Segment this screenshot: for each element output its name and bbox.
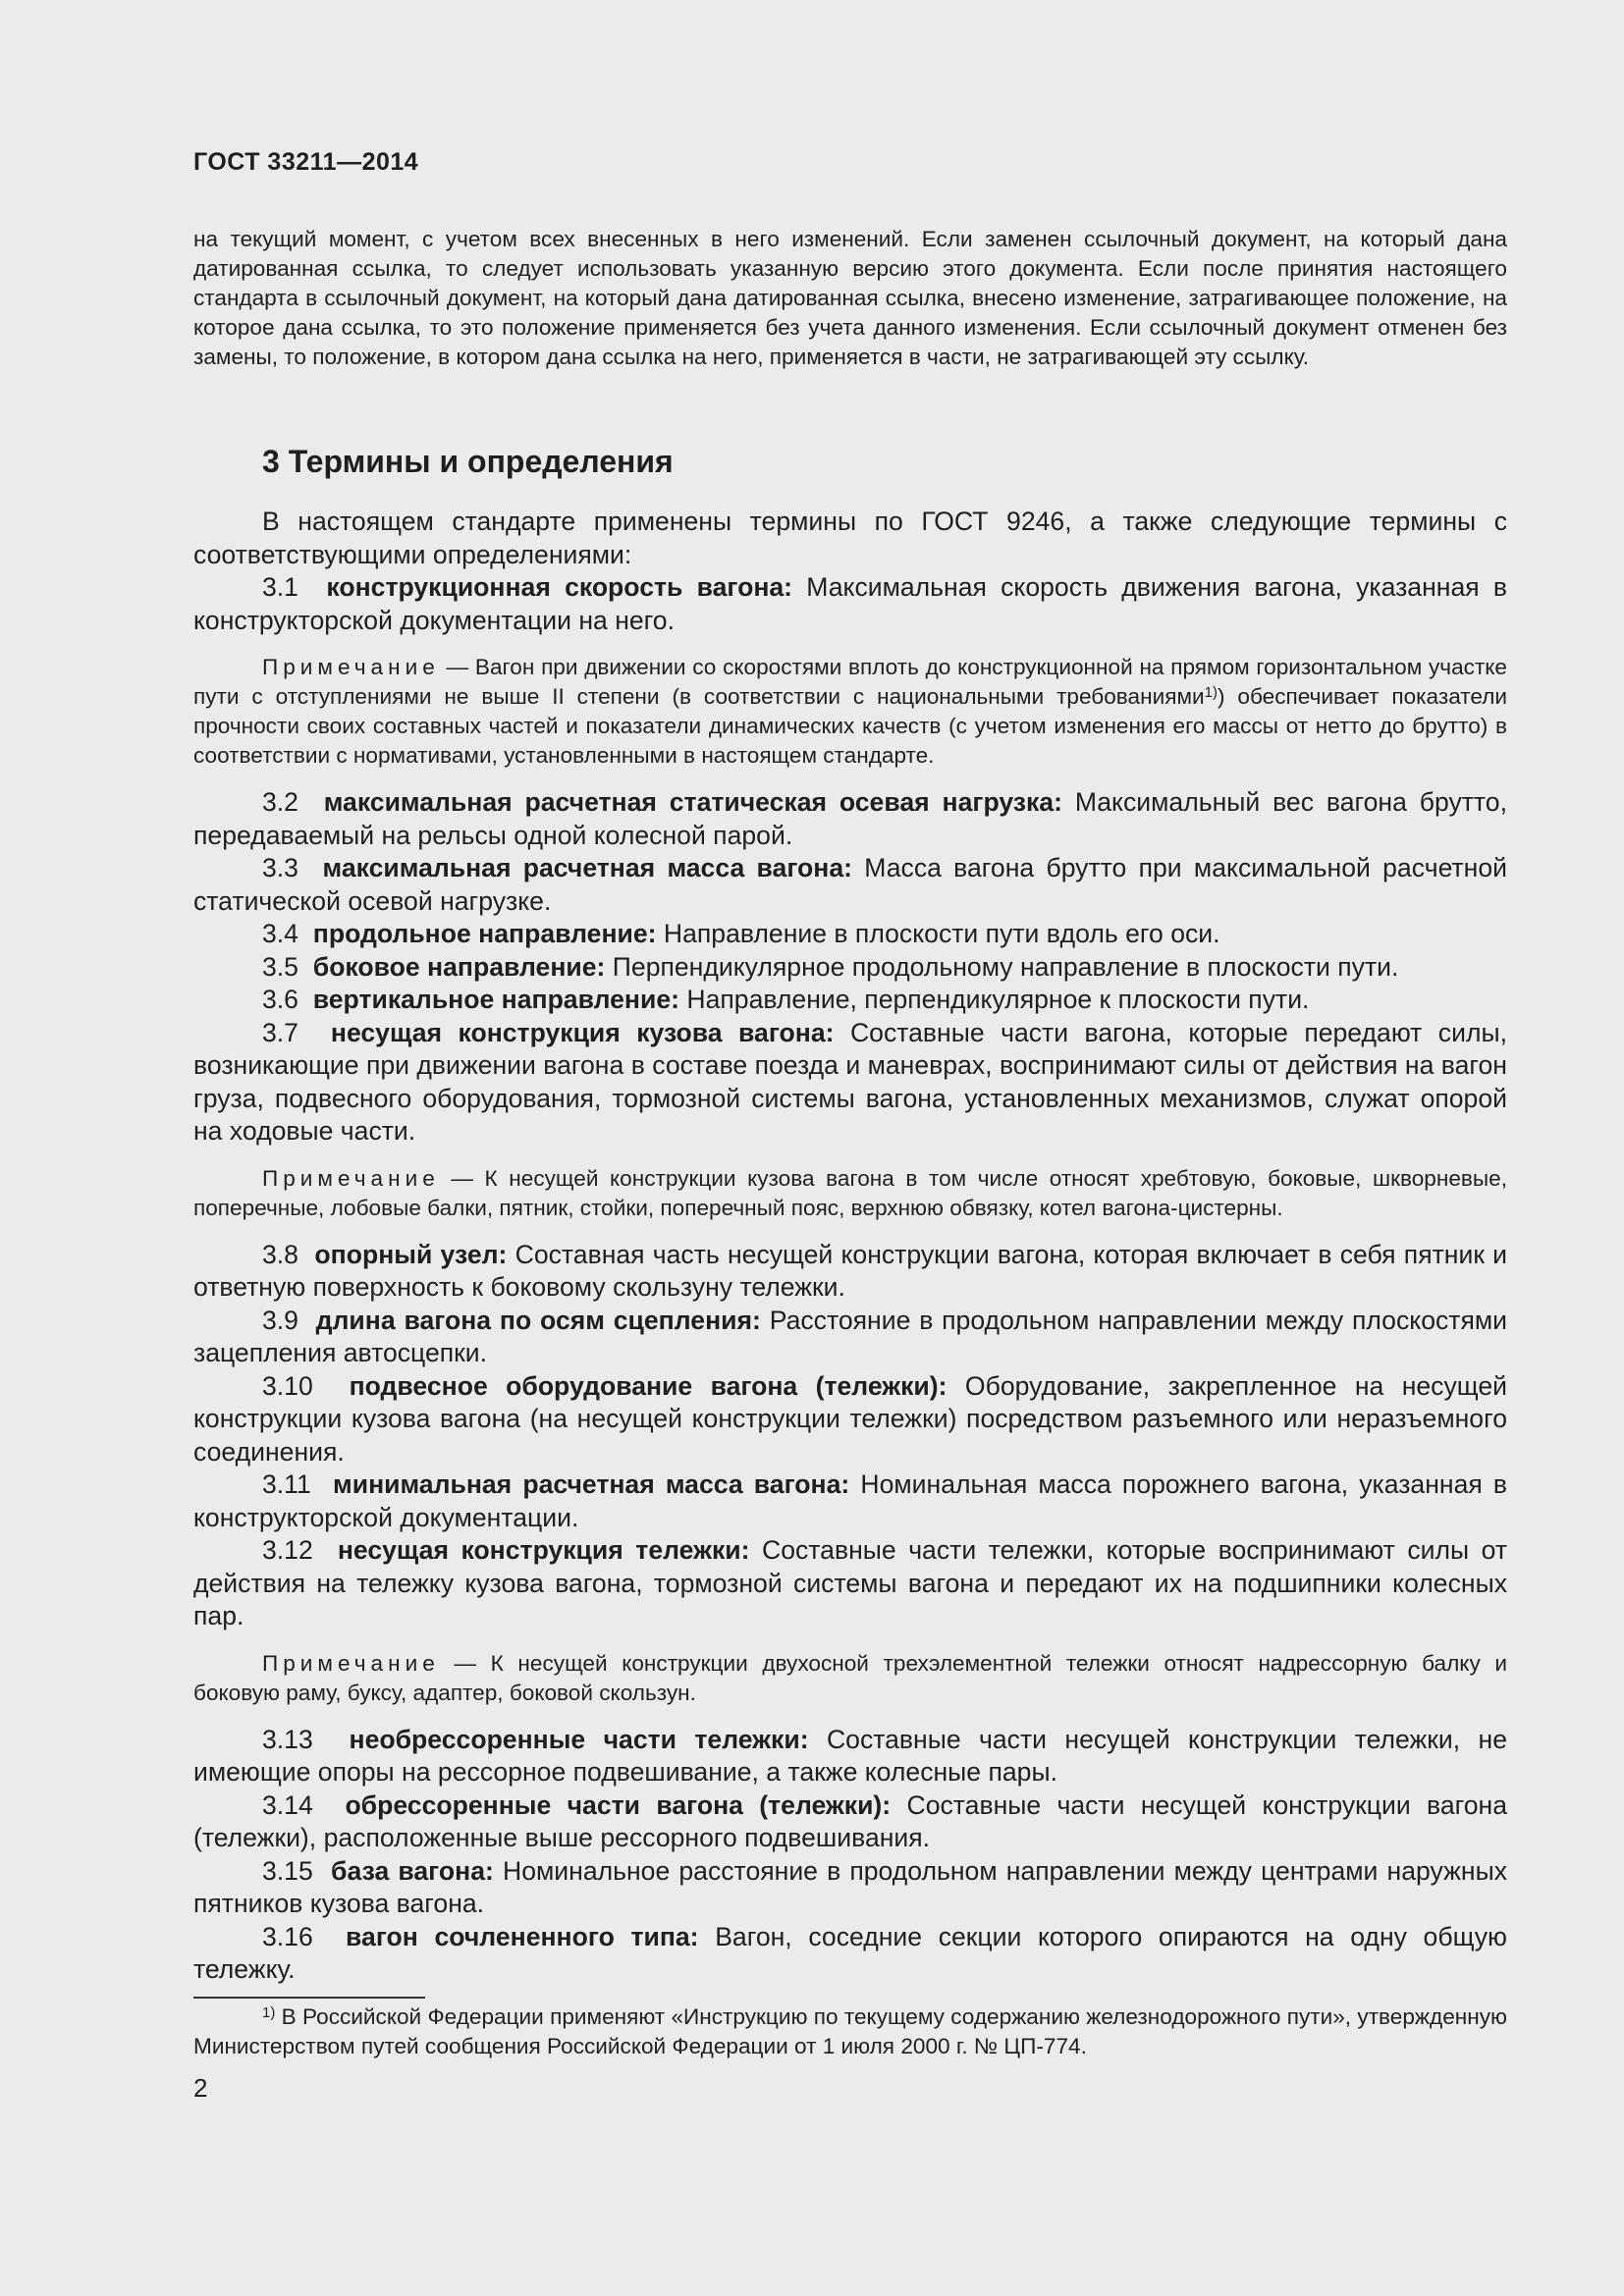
term-3-5 <box>193 951 1507 985</box>
note-label: Примечание <box>262 1165 440 1191</box>
term-definition: Максимальный вес вагона брутто, передаваемый на рельсы одной колесной парой. <box>193 787 1507 850</box>
term-name: максимальная расчетная статическая осевая нагрузка: <box>323 787 1062 817</box>
term-3-16 <box>193 1921 1507 1987</box>
term-number: 3.6 <box>262 985 298 1014</box>
section-lead: В настоящем стандарте применены термины по ГОСТ 9246, а также следующие термины с соответствующими определениями: <box>193 507 1507 569</box>
term-name: вагон сочлененного типа: <box>346 1921 699 1951</box>
term-3-13 <box>193 1724 1507 1789</box>
term-3-2 <box>193 786 1507 852</box>
note-2: Примечание — К несущей конструкции кузова вагона в том числе относят хребтовую, боковые, шкворневые, поперечные, лобовые балки, пятник, стойки, поперечный пояс, верхнюю обвязку, котел вагона-цистерны. <box>193 1165 1507 1220</box>
term-3-12 <box>193 1534 1507 1633</box>
term-name: несущая конструкция тележки: <box>337 1535 750 1565</box>
term-number: 3.5 <box>262 951 298 982</box>
footnote-divider <box>193 1997 425 1999</box>
term-3-6 <box>193 984 1507 1017</box>
term-definition: Направление в плоскости пути вдоль его оси. <box>663 919 1220 948</box>
page-number: 2 <box>193 2073 208 2103</box>
term-number: 3.1 <box>262 572 298 602</box>
term-name: конструкционная скорость вагона: <box>326 572 793 602</box>
term-number: 3.10 <box>262 1370 313 1401</box>
term-definition: Составные части несущей конструкции вагона (тележки), расположенные выше рессорного подвешивания. <box>193 1789 1508 1852</box>
term-name: боковое направление: <box>312 951 606 982</box>
term-3-9 <box>193 1305 1507 1370</box>
term-3-14 <box>193 1789 1507 1855</box>
document-page <box>193 0 1507 2296</box>
section-title: 3 Термины и определения <box>262 444 674 479</box>
term-number: 3.15 <box>262 1855 313 1886</box>
term-definition: Направление, перпендикулярное к плоскости пути. <box>686 985 1310 1014</box>
note-3: Примечание — К несущей конструкции двухосной трехэлементной тележки относят надрессорную балку и боковую раму, буксу, адаптер, боковой скользун. <box>193 1650 1507 1705</box>
term-definition: Составные части несущей конструкции тележки, не имеющие опоры на рессорное подвешивание, а также колесные пары. <box>193 1724 1508 1787</box>
term-3-1 <box>193 571 1507 637</box>
footnote-text: В Российской Федерации применяют «Инструкцию по текущему содержанию железнодорожного пути», утвержденную Министерством путей сообщения Российской Федерации от 1 июля 2000 г. № ЦП-774. <box>193 2004 1507 2058</box>
footnote-mark: 1) <box>262 2004 276 2021</box>
term-number: 3.8 <box>262 1239 298 1269</box>
term-number: 3.7 <box>262 1017 298 1047</box>
term-number: 3.3 <box>262 853 298 882</box>
term-number: 3.14 <box>262 1789 313 1820</box>
term-number: 3.16 <box>262 1921 313 1951</box>
term-3-4 <box>193 918 1507 951</box>
note-1: Примечание — Вагон при движении со скоростями вплоть до конструкционной на прямом горизонтальном участке пути с отступлениями не выше II степени (в соответствии с национальными требованиями$^{1)}$) обеспечивает показатели прочности своих составных частей и показатели динамических качеств (с учетом изменения его массы от нетто до брутто) в соответствии с нормативами, установленными в настоящем стандарте. <box>193 655 1508 768</box>
terms-list <box>193 506 1507 1987</box>
term-number: 3.13 <box>262 1724 313 1754</box>
term-name: несущая конструкция кузова вагона: <box>330 1017 835 1047</box>
term-name: длина вагона по осям сцепления: <box>315 1305 761 1335</box>
note-label: Примечание <box>262 655 440 679</box>
standard-header: ГОСТ 33211—2014 <box>193 148 419 176</box>
term-number: 3.9 <box>262 1305 298 1335</box>
term-name: продольное направление: <box>312 919 657 948</box>
term-name: необрессоренные части тележки: <box>349 1724 809 1754</box>
term-name: опорный узел: <box>314 1239 508 1269</box>
term-name: максимальная расчетная масса вагона: <box>322 853 852 882</box>
footnote <box>193 2002 1507 2061</box>
term-number: 3.12 <box>262 1535 313 1565</box>
term-name: подвесное оборудование вагона (тележки): <box>349 1370 947 1401</box>
intro-paragraph: на текущий момент, с учетом всех внесенных в него изменений. Если заменен ссылочный документ, на который дана датированная ссылка, то следует использовать указанную версию этого документа. Если после принятия настоящего стандарта в ссылочный документ, на который дана датированная ссылка, внесено изменение, затрагивающее положение, на которое дана ссылка, то это положение применяется без учета данного изменения. Если ссылочный документ отменен без замены, то положение, в котором дана ссылка на него, применяется в части, не затрагивающей эту ссылку. <box>193 227 1507 369</box>
term-3-8 <box>193 1239 1507 1305</box>
term-definition: Номинальное расстояние в продольном направлении между центрами наружных пятников кузова вагона. <box>193 1855 1507 1918</box>
term-number: 3.2 <box>262 787 298 817</box>
term-definition: Номинальная масса порожнего вагона, указанная в конструкторской документации. <box>193 1469 1508 1532</box>
term-number: 3.11 <box>262 1469 311 1499</box>
term-name: обрессоренные части вагона (тележки): <box>345 1789 892 1820</box>
term-definition: Расстояние в продольном направлении между плоскостями зацепления автосцепки. <box>193 1305 1508 1367</box>
term-definition: Оборудование, закрепленное на несущей конструкции кузова вагона (на несущей конструкции тележки) посредством разъемного или неразъемного соединения. <box>193 1370 1508 1467</box>
term-name: база вагона: <box>331 1855 494 1886</box>
term-name: минимальная расчетная масса вагона: <box>333 1469 850 1499</box>
term-definition: Масса вагона брутто при максимальной расчетной статической осевой нагрузке. <box>193 853 1507 916</box>
term-3-15 <box>193 1855 1507 1921</box>
term-definition: Составные части вагона, которые передают силы, возникающие при движении вагона в составе поезда и маневрах, воспринимают силы от действия на вагон груза, подвесного оборудования, тормозной системы вагона, установленных механизмов, служат опорой на ходовые части. <box>193 1017 1507 1146</box>
term-3-7 <box>193 1017 1507 1148</box>
note-label: Примечание <box>262 1650 440 1676</box>
term-definition: Вагон, соседние секции которого опираются на одну общую тележку. <box>193 1921 1508 1984</box>
footnote-ref: 1) <box>1204 684 1218 701</box>
term-name: вертикальное направление: <box>312 985 679 1014</box>
term-definition: Составные части тележки, которые воспринимают силы от действия на тележку кузова вагона, тормозной системы вагона и передают их на подшипники колесных пар. <box>193 1535 1508 1630</box>
term-3-10 <box>193 1370 1507 1469</box>
term-number: 3.4 <box>262 919 298 948</box>
term-definition: Перпендикулярное продольному направление в плоскости пути. <box>612 951 1399 982</box>
term-3-3 <box>193 852 1507 918</box>
term-definition: Максимальная скорость движения вагона, указанная в конструкторской документации на него. <box>193 572 1507 635</box>
term-definition: Составная часть несущей конструкции вагона, которая включает в себя пятник и ответную поверхность к боковому скользуну тележки. <box>193 1239 1508 1302</box>
term-3-11 <box>193 1468 1507 1534</box>
